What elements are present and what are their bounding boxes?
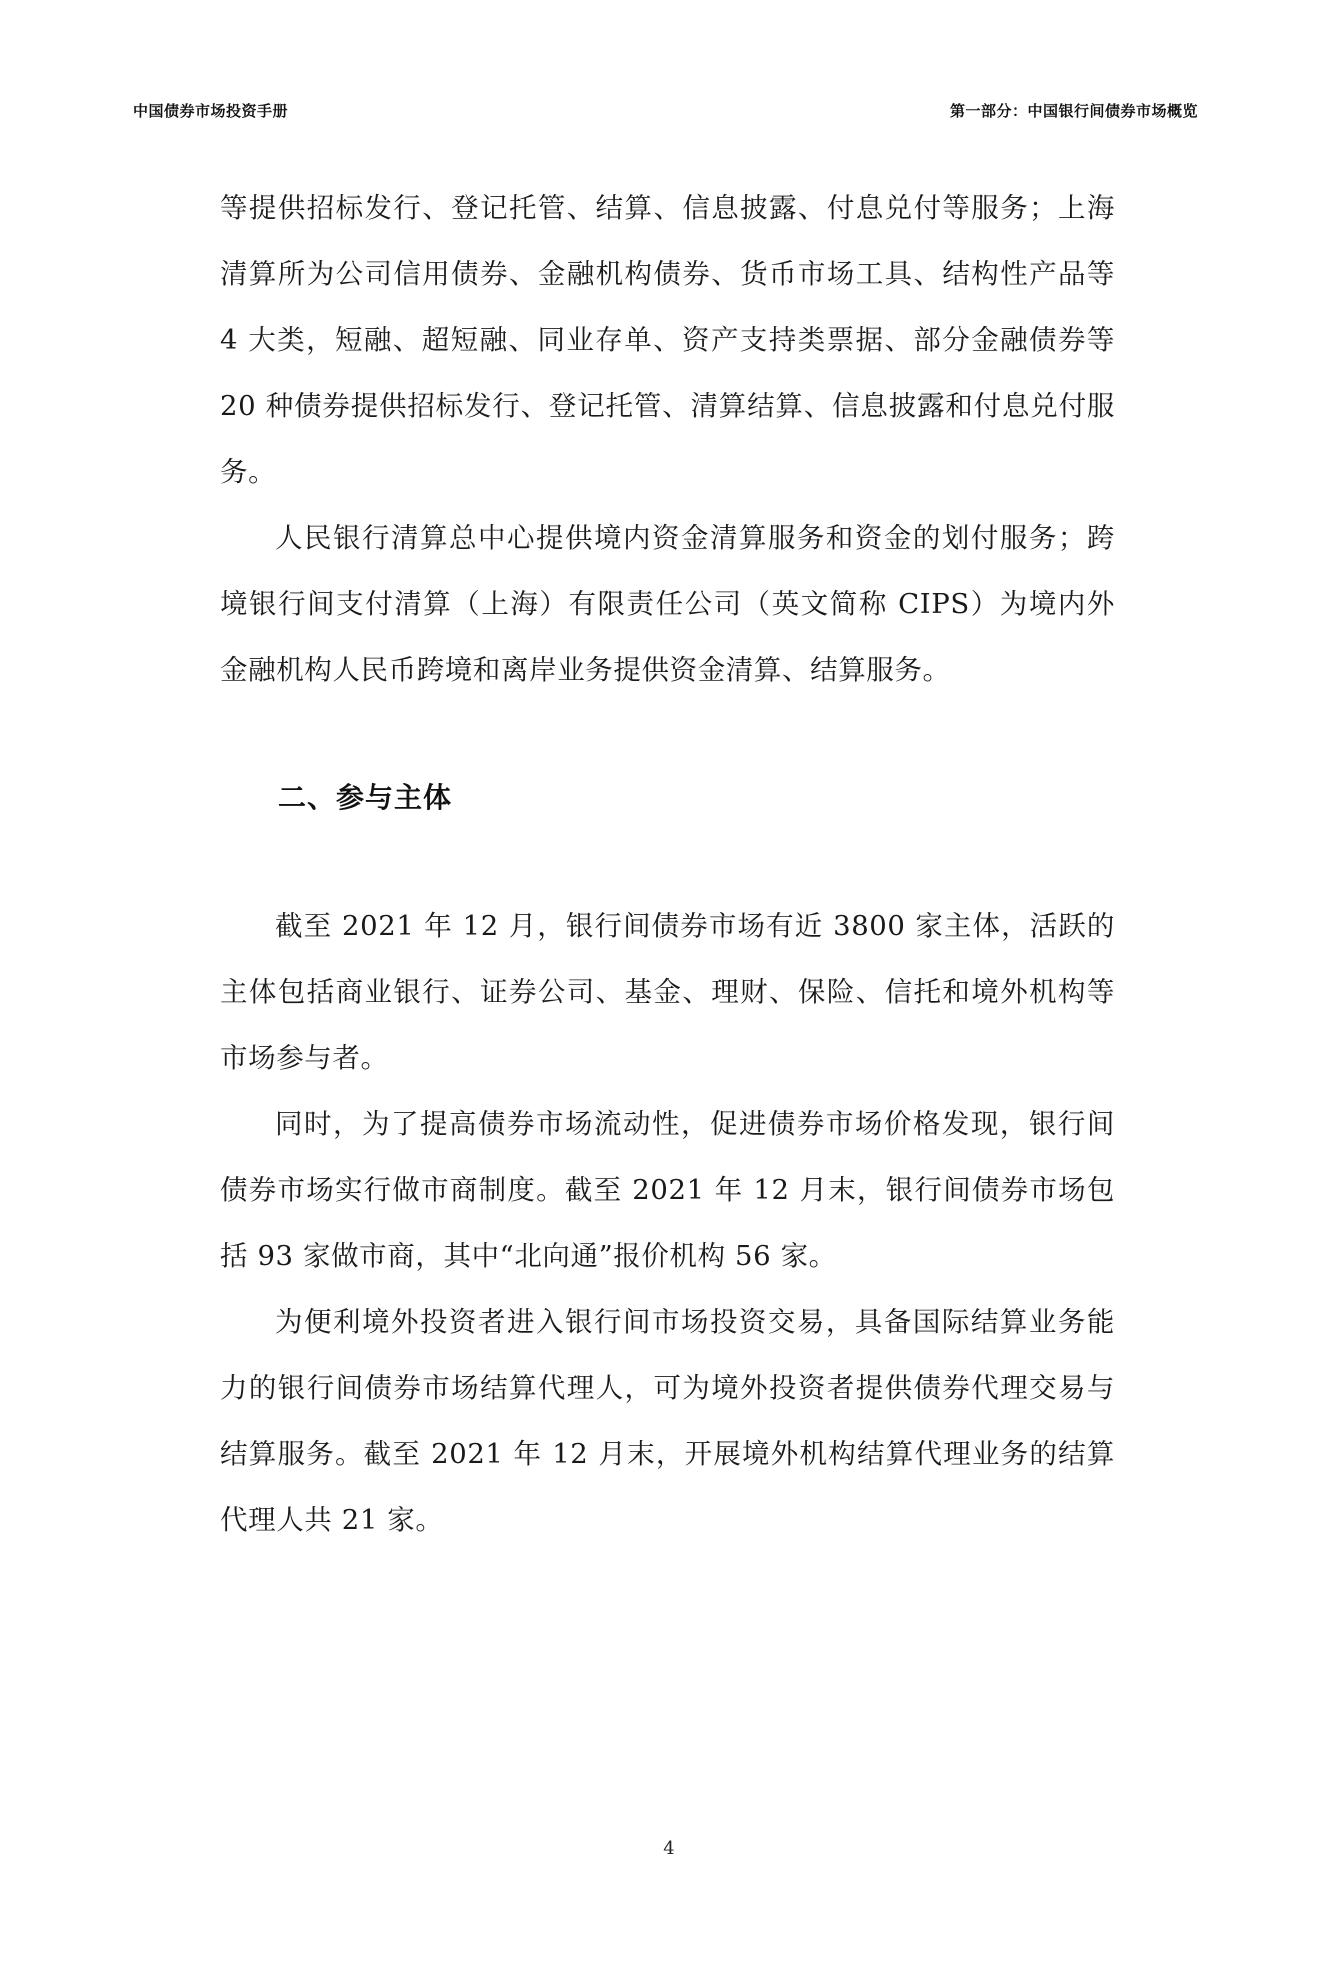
- paragraph-settlement-agents: 为便利境外投资者进入银行间市场投资交易，具备国际结算业务能力的银行间债券市场结算代理人，可为境外投资者提供债券代理交易与结算服务。截至 2021 年 12 月末，开展境外机构结算代理业务的结算代理人共 21 家。: [220, 1306, 1115, 1536]
- section-text-block: [220, 893, 1115, 1553]
- running-header-title: 中国债券市场投资手册: [133, 102, 289, 120]
- running-header-section: 第一部分：中国银行间债券市场概览: [949, 102, 1198, 120]
- paragraph-continued: 等提供招标发行、登记托管、结算、信息披露、付息兑付等服务；上海清算所为公司信用债券、金融机构债券、货币市场工具、结构性产品等 4 大类，短融、超短融、同业存单、资产支持类票据、部分金融债券等 20 种债券提供招标发行、登记托管、清算结算、信息披露和付息兑付服务。: [220, 192, 1115, 488]
- continued-text-block: [220, 175, 1115, 703]
- paragraph-market-makers: 同时，为了提高债券市场流动性，促进债券市场价格发现，银行间债券市场实行做市商制度。截至 2021 年 12 月末，银行间债券市场包括 93 家做市商，其中“北向通”报价机构 56 家。: [220, 1108, 1115, 1272]
- page-number: 4: [663, 1838, 675, 1859]
- paragraph-clearing-center: 人民银行清算总中心提供境内资金清算服务和资金的划付服务；跨境银行间支付清算（上海）有限责任公司（英文简称 CIPS）为境内外金融机构人民币跨境和离岸业务提供资金清算、结算服务。: [220, 522, 1115, 686]
- section-heading: 二、参与主体: [278, 781, 453, 814]
- paragraph-participants: 截至 2021 年 12 月，银行间债券市场有近 3800 家主体，活跃的主体包括商业银行、证券公司、基金、理财、保险、信托和境外机构等市场参与者。: [220, 910, 1115, 1074]
